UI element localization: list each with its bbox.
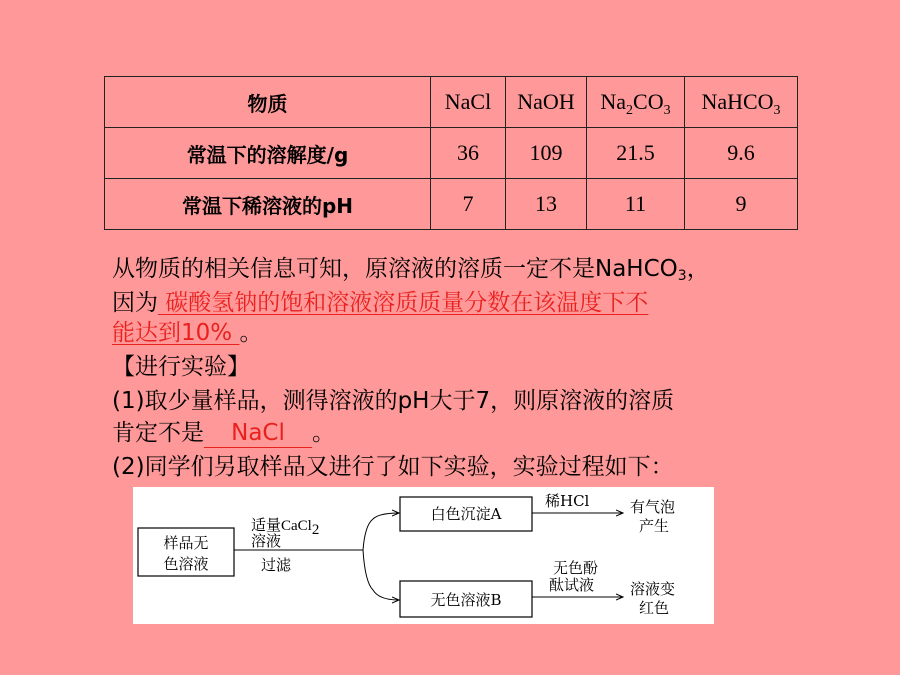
- result-b-line1: 溶液变: [630, 580, 676, 598]
- table-cell: 7: [431, 179, 506, 230]
- substance-na2co3: $Na_2CO_3$: [587, 77, 685, 128]
- solubility-table: [104, 76, 798, 230]
- reagent-label-top: 适量CaCl2: [251, 516, 320, 538]
- precipitate-a-label: 白色沉淀A: [430, 505, 502, 523]
- question-1-line: (1)取少量样品，测得溶液的pH大于7，则原溶液的溶质: [112, 388, 675, 414]
- substance-naoh: NaOH: [506, 77, 587, 128]
- answer-nacl: NaCl: [204, 419, 312, 448]
- answer-reason-part2: 能达到10%: [112, 320, 240, 346]
- answer-reason-part1: 碳酸氢钠的饱和溶液溶质质量分数在该温度下不: [158, 290, 649, 316]
- sample-box-line2: 色溶液: [163, 555, 209, 573]
- table-row: [105, 128, 798, 179]
- result-a-line2: 产生: [639, 517, 670, 535]
- table-cell: 9: [685, 179, 798, 230]
- reason-line: 因为 碳酸氢钠的饱和溶液溶质质量分数在该温度下不: [112, 290, 649, 316]
- table-header-row: [105, 77, 798, 128]
- experiment-flow-diagram: [133, 487, 714, 624]
- conclusion-line: 从物质的相关信息可知，原溶液的溶质一定不是NaHCO3，: [112, 256, 710, 284]
- question-1-line-2: 肯定不是 NaCl 。: [112, 420, 335, 446]
- arrow-b-label-line2: 酞试液: [549, 576, 595, 594]
- row-label-ph: 常温下稀溶液的pH: [105, 179, 431, 230]
- sample-box-line1: 样品无: [163, 534, 209, 552]
- arrow-a-label: 稀HCl: [545, 492, 590, 510]
- reagent-label-bottom: 过滤: [261, 556, 292, 574]
- reagent-label-mid: 溶液: [251, 532, 282, 550]
- result-a-line1: 有气泡: [630, 498, 676, 516]
- solution-b-label: 无色溶液B: [430, 591, 502, 609]
- branch-arrow-a: [363, 513, 399, 550]
- table-row: [105, 179, 798, 230]
- substance-nahco3: NaHCO$_3$: [685, 77, 798, 128]
- substance-nacl: NaCl: [431, 77, 506, 128]
- row-label-solubility: 常温下的溶解度/g: [105, 128, 431, 179]
- result-b-line2: 红色: [639, 599, 670, 617]
- table-cell: 21.5: [587, 128, 685, 179]
- arrow-b-label-line1: 无色酚: [553, 559, 599, 577]
- table-cell: 11: [587, 179, 685, 230]
- question-2-line: (2)同学们另取样品又进行了如下实验，实验过程如下：: [112, 454, 674, 480]
- reason-line-2: 能达到10% 。: [112, 320, 263, 346]
- table-cell: 9.6: [685, 128, 798, 179]
- header-label: 物质: [105, 77, 431, 128]
- table-cell: 36: [431, 128, 506, 179]
- table-cell: 109: [506, 128, 587, 179]
- section-heading: 【进行实验】: [112, 354, 250, 380]
- table-cell: 13: [506, 179, 587, 230]
- branch-arrow-b: [363, 550, 399, 600]
